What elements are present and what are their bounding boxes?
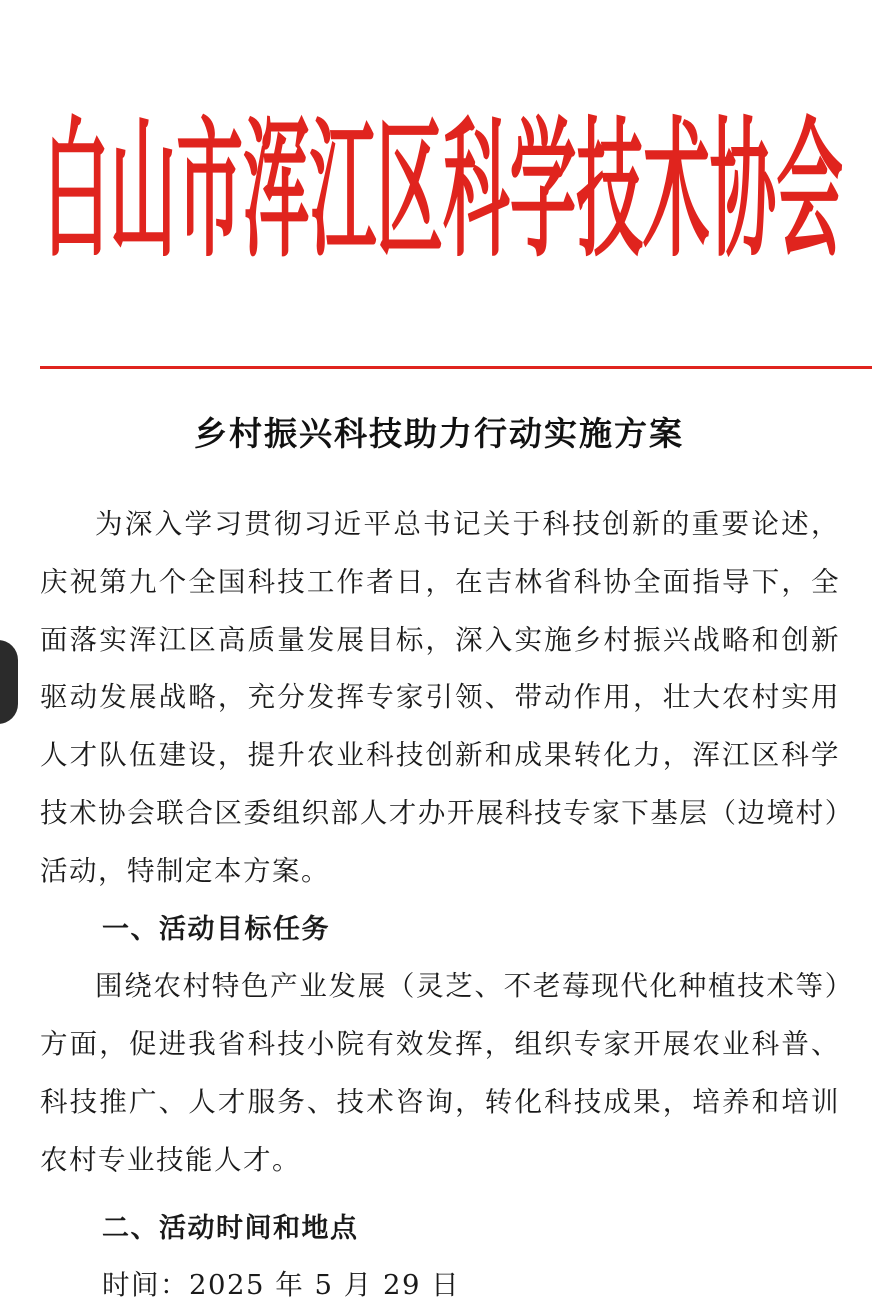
edge-handle[interactable] <box>0 640 18 724</box>
section-heading-goals: 一、活动目标任务 <box>102 913 330 945</box>
section-heading-time-place: 二、活动时间和地点 <box>102 1212 359 1244</box>
org-letterhead <box>28 60 858 280</box>
intro-paragraph: 为深入学习贯彻习近平总书记关于科技创新的重要论述，庆祝第九个全国科技工作者日，在吉林省科协全面指导下，全面落实浑江区高质量发展目标，深入实施乡村振兴战略和创新驱动发展战略，充分发挥专家引领、带动作用，壮大农村实用人才队伍建设，提升农业科技创新和成果转化力，浑江区科学技术协会联合区委组织部人才办开展科技专家下基层（边境村）活动，特制定本方案。 <box>40 508 840 887</box>
letterhead-divider <box>40 366 872 369</box>
section-body-goals: 围绕农村特色产业发展（灵芝、不老莓现代化种植技术等）方面，促进我省科技小院有效发挥，组织专家开展农业科普、科技推广、人才服务、技术咨询，转化科技成果，培养和培训农村专业技能人才。 <box>40 970 840 1176</box>
org-name-graphic <box>28 60 858 280</box>
document-body <box>40 496 840 1315</box>
org-name: 白山市浑江区科学技术协会 <box>43 104 843 278</box>
document-title: 乡村振兴科技助力行动实施方案 <box>194 414 684 453</box>
event-time: 时间：2025 年 5 月 29 日 <box>102 1269 461 1302</box>
